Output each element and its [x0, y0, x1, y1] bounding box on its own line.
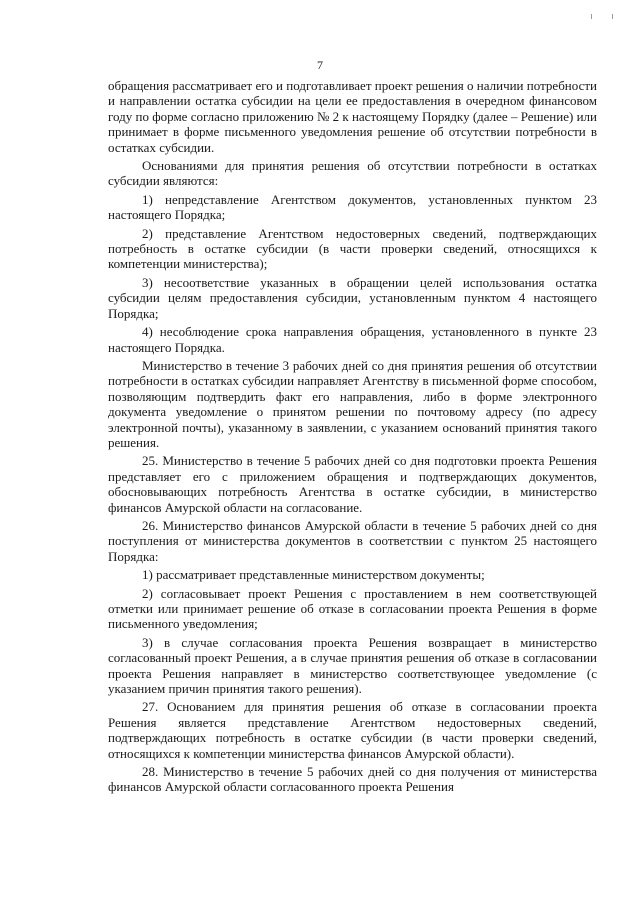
paragraph: Министерство в течение 3 рабочих дней со дня принятия решения об отсутствии потребности в остатках субсидии направляет Агентству в письменной форме способом, позволяющим подтвердить факт его направления, либо в форме электронного документа уведомление о принятом решении по почтовому адресу (по адресу электронной почты), указанному в заявлении, с указанием оснований принятия такого решения. — [108, 357, 597, 450]
paragraph: 3) несоответствие указанных в обращении целей использования остатка субсидии целям предоставления субсидии, установленным пунктом 4 настоящего Порядка; — [108, 274, 597, 321]
paragraph: 4) несоблюдение срока направления обращения, установленного в пункте 23 настоящего Порядка. — [108, 324, 597, 355]
paragraph: 3) в случае согласования проекта Решения возвращает в министерство согласованный проект Решения, а в случае принятия решения об отказе в согласовании проекта Решения направляет в министерство соответствующее уведомление (с указанием причин принятия такого решения). — [108, 634, 597, 697]
paragraph: Основаниями для принятия решения об отсутствии потребности в остатках субсидии являются: — [108, 158, 597, 189]
paragraph: 1) непредставление Агентством документов, установленных пунктом 23 настоящего Порядка; — [108, 191, 597, 223]
paragraph: 25. Министерство в течение 5 рабочих дней со дня подготовки проекта Решения представляет его с приложением обращения и подтверждающих документов, обосновывающих потребность Агентства в остатке субсидии, в министерство финансов Амурской области на согласование. — [108, 453, 597, 515]
paragraph: 28. Министерство в течение 5 рабочих дней со дня получения от министерства финансов Амурской области согласованного проекта Решения — [108, 764, 597, 795]
scan-mark — [612, 14, 613, 19]
scan-mark — [591, 14, 592, 19]
page-number: 7 — [317, 58, 323, 72]
paragraph: 2) согласовывает проект Решения с проставлением в нем соответствующей отметки или принимает решение об отказе в согласовании проекта Решения в форме письменного уведомления; — [108, 585, 597, 632]
paragraph: обращения рассматривает его и подготавливает проект решения о наличии потребности и направлении остатка субсидии на цели ее предоставления в очередном финансовом году по форме согласно приложению № 2 к настоящему Порядку (далее – Решение) или принимает в форме письменного уведомления решение об отсутствии потребности в остатках субсидии. — [108, 78, 597, 155]
paragraph: 26. Министерство финансов Амурской области в течение 5 рабочих дней со дня поступления от министерства документов в соответствии с пунктом 25 настоящего Порядка: — [108, 517, 597, 564]
paragraph: 1) рассматривает представленные министерством документы; — [142, 567, 485, 583]
document-body — [108, 78, 597, 798]
paragraph: 2) представление Агентством недостоверных сведений, подтверждающих потребность в остатке субсидии (в части проверки сведений, относящихся к компетенции министерства); — [108, 225, 597, 272]
paragraph: 27. Основанием для принятия решения об отказе в согласовании проекта Решения является представление Агентством недостоверных сведений, подтверждающих потребность в остатке субсидии (в части проверки сведений, относящихся к компетенции министерства финансов Амурской области). — [108, 699, 597, 761]
